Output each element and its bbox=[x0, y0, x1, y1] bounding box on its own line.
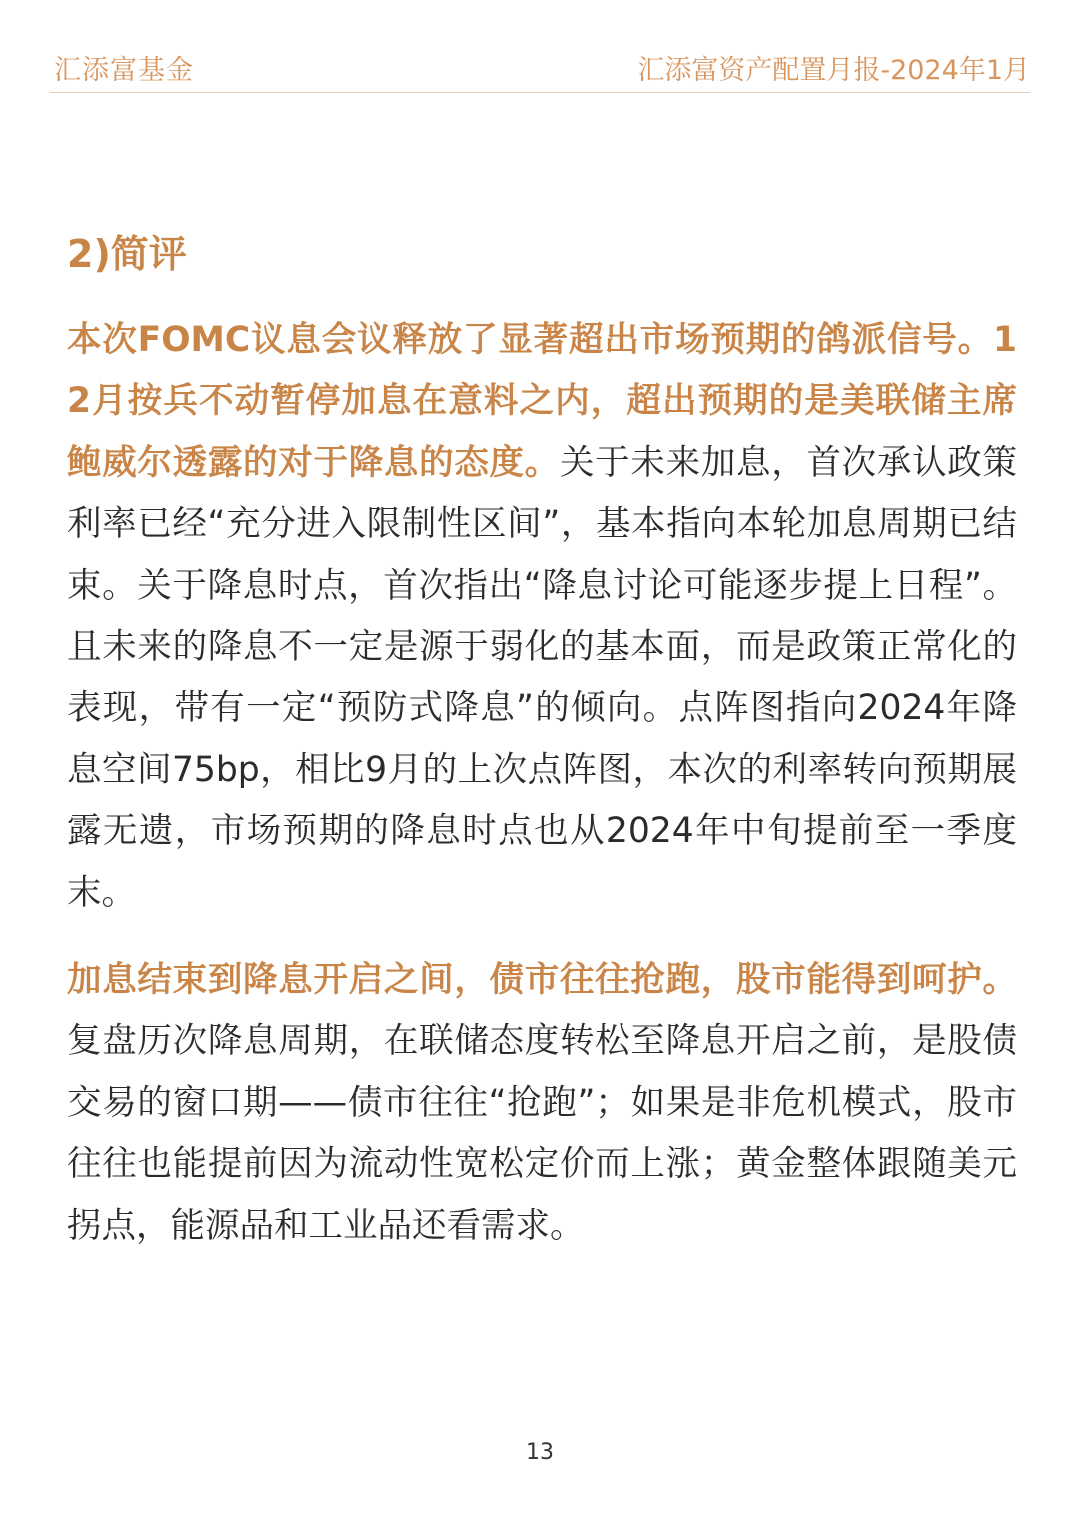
paragraph-body: 关于未来加息，首次承认政策利率已经“充分进入限制性区间”，基本指向本轮加息周期已结束。关于降息时点，首次指出“降息讨论可能逐步提上日程”。且未来的降息不一定是源于弱化的基本面，而是政策正常化的表现，带有一定“预防式降息”的倾向。点阵图指向2024年降息空间75bp，相比9月的上次点阵图，本次的利率转向预期展露无遗，市场预期的降息时点也从2024年中旬提前至一季度末。 bbox=[67, 442, 1018, 913]
paragraph-fomc bbox=[67, 310, 1017, 924]
brand-name: 汇添富基金 bbox=[54, 55, 194, 86]
paragraph-lead: 加息结束到降息开启之间，债市往往抢跑，股市能得到呵护。 bbox=[67, 960, 1017, 1001]
section-title: 2)简评 bbox=[67, 232, 187, 276]
paragraph-lead: 本次FOMC议息会议释放了显著超出市场预期的鸽派信号。12月按兵不动暂停加息在意料之内，超出预期的是美联储主席鲍威尔透露的对于降息的态度。 bbox=[67, 320, 1017, 483]
paragraph-body: 复盘历次降息周期，在联储态度转松至降息开启之前，是股债交易的窗口期——债市往往“抢跑”；如果是非危机模式，股市往往也能提前因为流动性宽松定价而上涨；黄金整体跟随美元拐点，能源品和工业品还看需求。 bbox=[67, 1021, 1017, 1246]
main-content bbox=[67, 226, 1017, 1257]
page-header bbox=[50, 40, 1030, 93]
page-number: 13 bbox=[526, 1440, 554, 1465]
report-title: 汇添富资产配置月报-2024年1月 bbox=[637, 55, 1030, 86]
paragraph-window bbox=[67, 950, 1017, 1257]
